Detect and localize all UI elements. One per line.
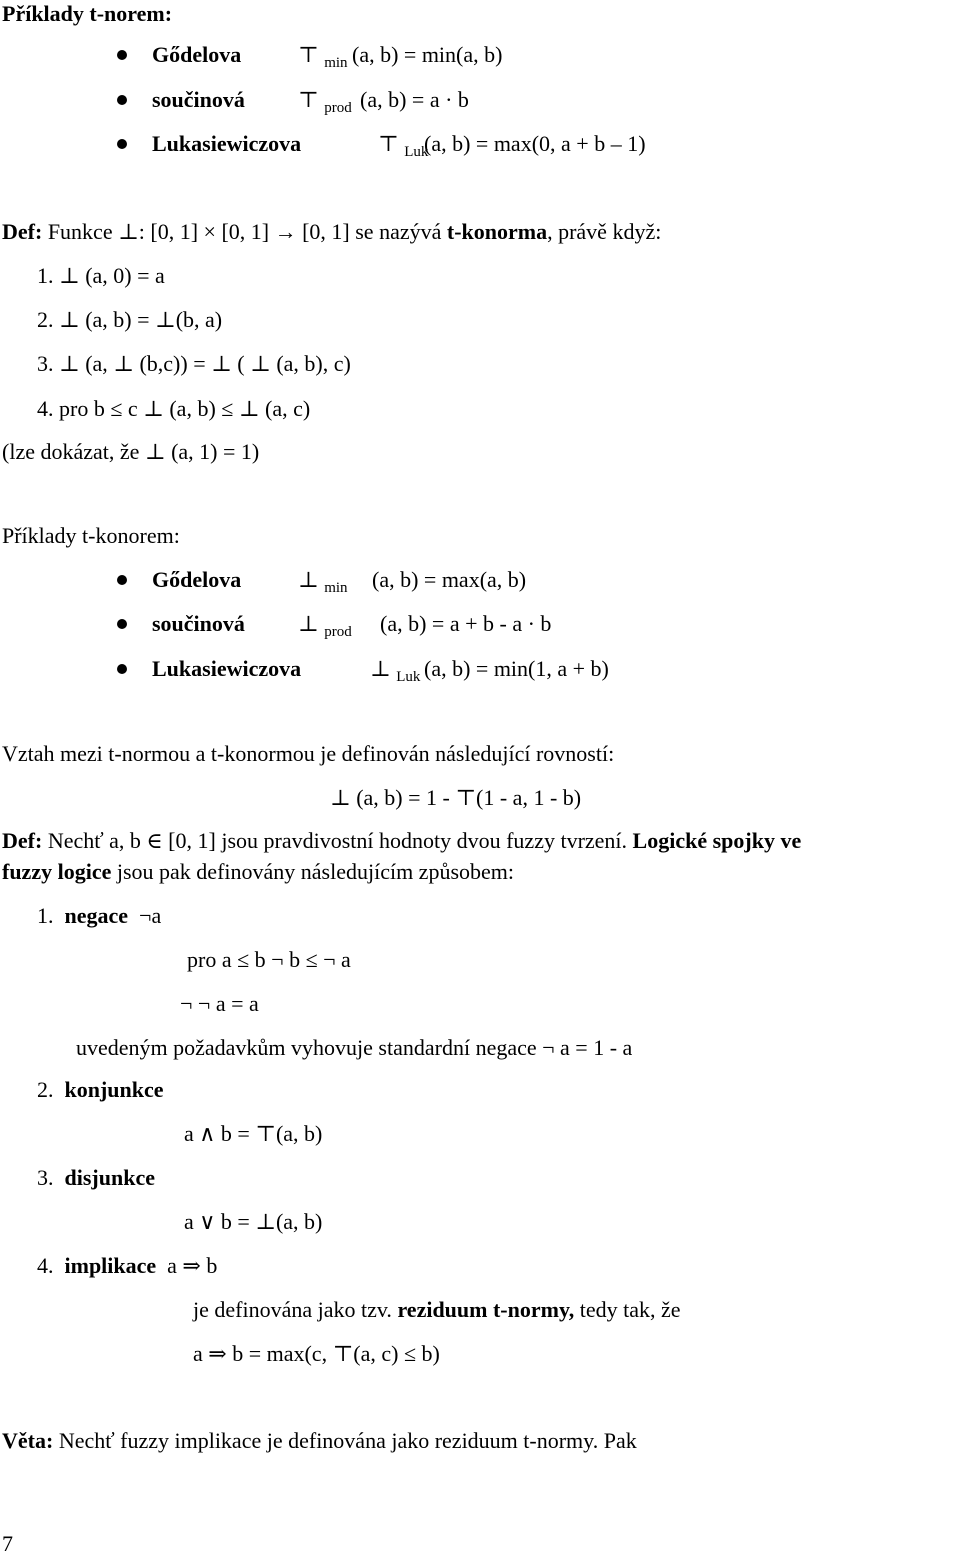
theorem: Věta: Nechť fuzzy implikace je definována jako reziduum t-normy. Pak bbox=[2, 1428, 637, 1453]
negation-condition-2: ¬ ¬ a = a bbox=[180, 991, 259, 1016]
item-name: Lukasiewiczova bbox=[152, 131, 302, 156]
tnorm-symbol: ⊤ $_{Luk}$ bbox=[378, 131, 429, 160]
item-name: součinová bbox=[152, 87, 245, 112]
item-name: Gődelova bbox=[152, 42, 242, 67]
item-name: Lukasiewiczova bbox=[152, 656, 302, 681]
tconorm-note: (lze dokázat, že ⊥ (a, 1) = 1) bbox=[2, 439, 260, 464]
formula: (a, b) = max(a, b) bbox=[372, 567, 527, 592]
formula: (a, b) = max(0, a + b – 1) bbox=[424, 131, 646, 156]
bullet-icon bbox=[117, 139, 127, 149]
bullet-icon bbox=[117, 619, 127, 629]
negation-condition-1: pro a ≤ b ¬ b ≤ ¬ a bbox=[187, 947, 351, 972]
negation-heading: 1. negace ¬a bbox=[37, 903, 162, 928]
conjunction-formula: a ∧ b = ⊤(a, b) bbox=[184, 1121, 323, 1146]
disjunction-formula: a ∨ b = ⊥(a, b) bbox=[184, 1209, 323, 1234]
formula: (a, b) = min(a, b) bbox=[352, 42, 503, 67]
conjunction-heading: 2. konjunkce bbox=[37, 1077, 164, 1102]
tconorm-symbol: ⊥ $_{prod}$ bbox=[298, 611, 352, 640]
tnorm-heading: Příklady t-norem: bbox=[2, 1, 173, 26]
item-name: součinová bbox=[152, 611, 245, 636]
tnorm-item-godel bbox=[0, 41, 960, 69]
item-name: Gődelova bbox=[152, 567, 242, 592]
connectives-definition-line1: Def: Nechť a, b ∈ [0, 1] jsou pravdivostní hodnoty dvou fuzzy tvrzení. Logické spojky ve bbox=[2, 828, 802, 853]
relation-formula: ⊥ (a, b) = 1 - ⊤(1 - a, 1 - b) bbox=[330, 785, 582, 810]
disjunction-heading: 3. disjunkce bbox=[37, 1165, 155, 1190]
bullet-icon bbox=[117, 575, 127, 585]
tconorm-heading: Příklady t-konorem: bbox=[2, 523, 180, 548]
implication-heading: 4. implikace a ⇒ b bbox=[37, 1253, 218, 1278]
condition-2: 2. ⊥ (a, b) = ⊥(b, a) bbox=[37, 307, 223, 332]
formula: (a, b) = a · b bbox=[360, 87, 469, 112]
condition-1: 1. ⊥ (a, 0) = a bbox=[37, 263, 165, 288]
tnorm-item-lukasiewicz bbox=[0, 130, 960, 158]
tnorm-symbol: ⊤ $_{min}$ bbox=[298, 42, 348, 71]
tnorm-item-product bbox=[0, 86, 960, 114]
bullet-icon bbox=[117, 664, 127, 674]
tconorm-item-godel bbox=[0, 566, 960, 594]
formula: (a, b) = a + b - a · b bbox=[380, 611, 552, 636]
condition-3: 3. ⊥ (a, ⊥ (b,c)) = ⊥ ( ⊥ (a, b), c) bbox=[37, 351, 351, 376]
tconorm-item-lukasiewicz bbox=[0, 655, 960, 683]
page-number: 7 bbox=[2, 1531, 13, 1556]
standard-negation: uvedeným požadavkům vyhovuje standardní negace ¬ a = 1 - a bbox=[76, 1035, 633, 1060]
tconorm-item-product bbox=[0, 610, 960, 638]
tconorm-symbol: ⊥ $_{min}$ bbox=[298, 567, 348, 596]
connectives-definition-line2: fuzzy logice jsou pak definovány následujícím způsobem: bbox=[2, 859, 514, 884]
relation-text: Vztah mezi t-normou a t-konormou je definován následující rovností: bbox=[2, 741, 615, 766]
tnorm-symbol: ⊤ $_{prod}$ bbox=[298, 87, 352, 116]
implication-definition: je definována jako tzv. reziduum t-normy, tedy tak, že bbox=[193, 1297, 681, 1322]
tconorm-definition: Def: Funkce ⊥: [0, 1] × [0, 1] → [0, 1] se nazývá t-konorma, právě když: bbox=[2, 219, 662, 244]
bullet-icon bbox=[117, 50, 127, 60]
condition-4: 4. pro b ≤ c ⊥ (a, b) ≤ ⊥ (a, c) bbox=[37, 396, 311, 421]
formula: (a, b) = min(1, a + b) bbox=[424, 656, 609, 681]
bullet-icon bbox=[117, 95, 127, 105]
tconorm-symbol: ⊥ $_{Luk}$ bbox=[370, 656, 421, 685]
implication-formula: a ⇒ b = max(c, ⊤(a, c) ≤ b) bbox=[193, 1341, 440, 1366]
